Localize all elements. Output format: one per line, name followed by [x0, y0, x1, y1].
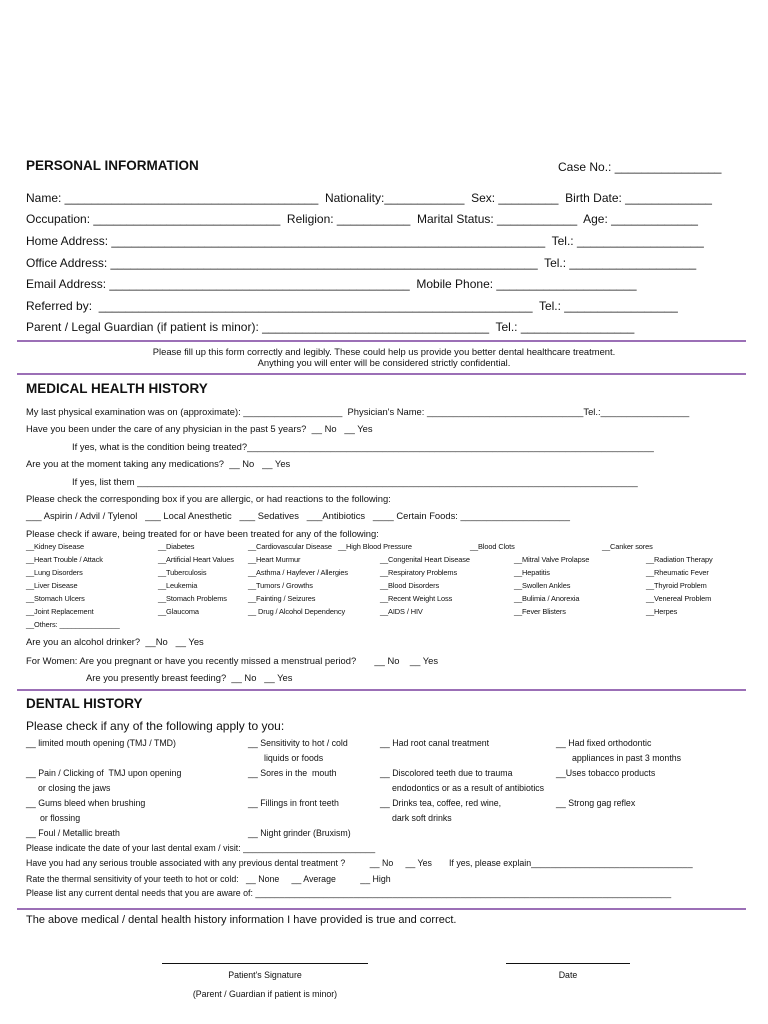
divider [17, 340, 746, 342]
allergy-question: Please check the corresponding box if you are allergic, or had reactions to the following: [26, 493, 391, 504]
dental-item-cont: appliances in past 3 months [572, 753, 682, 763]
referred-row[interactable]: Referred by: _________________________________________________________________ Tel.: _________________ [26, 299, 678, 313]
guardian-row[interactable]: Parent / Legal Guardian (if patient is minor): __________________________________ Tel.: _________________ [26, 320, 635, 334]
care-question[interactable]: Have you been under the care of any physician in the past 5 years? __ No __ Yes [26, 423, 373, 434]
condition-item[interactable]: __Kidney Disease [26, 542, 84, 551]
signature-sub-label: (Parent / Guardian if patient is minor) [192, 989, 338, 999]
condition-item[interactable]: __Blood Clots [470, 542, 515, 551]
home-address-row[interactable]: Home Address: _________________________________________________________________ Tel.: ___________________ [26, 234, 704, 248]
condition-item[interactable]: __Bulimia / Anorexia [514, 594, 580, 603]
dental-item-cont: liquids or foods [264, 753, 324, 763]
condition-item[interactable]: __Glaucoma [158, 607, 199, 616]
condition-item[interactable]: __Thyroid Problem [646, 581, 707, 590]
dental-item[interactable]: __ Pain / Clicking of TMJ upon opening [26, 768, 182, 778]
condition-item[interactable]: __Herpes [646, 607, 678, 616]
dental-item-cont: dark soft drinks [392, 813, 452, 823]
dental-item[interactable]: __ Night grinder (Bruxism) [248, 828, 351, 838]
condition-item[interactable]: __AIDS / HIV [380, 607, 423, 616]
breast-feeding-question[interactable]: Are you presently breast feeding? __ No __ Yes [86, 672, 293, 683]
condition-item[interactable]: __Congenital Heart Disease [380, 555, 470, 564]
date-line[interactable] [506, 963, 630, 964]
condition-item[interactable]: __Canker sores [602, 542, 653, 551]
notice-line-1: Please fill up this form correctly and legibly. These could help us provide you better dental healthcare treatment. [152, 346, 616, 357]
condition-item[interactable]: __ Drug / Alcohol Dependency [248, 607, 346, 616]
condition-item[interactable]: __Diabetes [158, 542, 195, 551]
condition-item[interactable]: __Lung Disorders [26, 568, 83, 577]
condition-item[interactable]: __Mitral Valve Prolapse [514, 555, 590, 564]
dental-needs[interactable]: Please list any current dental needs that you are aware of: _____________________________________________________________________________________ [26, 888, 672, 898]
dental-item[interactable]: __ limited mouth opening (TMJ / TMD) [26, 738, 176, 748]
pregnant-question[interactable]: For Women: Are you pregnant or have you recently missed a menstrual period? __ No __ Yes [26, 655, 439, 666]
condition-others[interactable]: __Others: _______________ [26, 620, 120, 629]
condition-item[interactable]: __Joint Replacement [26, 607, 94, 616]
name-row[interactable]: Name: ______________________________________ Nationality:____________ Sex: _________ Birth Date: _____________ [26, 191, 712, 205]
dental-item[interactable]: __ Strong gag reflex [556, 798, 636, 808]
divider [17, 689, 746, 691]
last-dental-exam[interactable]: Please indicate the date of your last dental exam / visit: ___________________________ [26, 843, 376, 853]
medications-question[interactable]: Are you at the moment taking any medications? __ No __ Yes [26, 458, 291, 469]
condition-item[interactable]: __Asthma / Hayfever / Allergies [248, 568, 349, 577]
notice-line-2: Anything you will enter will be considered strictly confidential. [257, 357, 511, 368]
condition-item[interactable]: __Rheumatic Fever [646, 568, 709, 577]
condition-item[interactable]: __Artificial Heart Values [158, 555, 234, 564]
condition-item[interactable]: __Tumors / Growths [248, 581, 313, 590]
condition-item[interactable]: __Stomach Problems [158, 594, 227, 603]
date-label: Date [558, 970, 578, 980]
alcohol-question[interactable]: Are you an alcohol drinker? __No __ Yes [26, 636, 204, 647]
dental-item[interactable]: __ Had fixed orthodontic [556, 738, 652, 748]
medications-list[interactable]: If yes, list them ________________________________________________________________________________________________ [72, 476, 638, 487]
condition-question[interactable]: If yes, what is the condition being treated?______________________________________________________________________________ [72, 441, 654, 452]
dental-title: DENTAL HISTORY [26, 696, 143, 711]
condition-item[interactable]: __Heart Trouble / Attack [26, 555, 103, 564]
condition-item[interactable]: __Respiratory Problems [380, 568, 458, 577]
allergy-options[interactable]: ___ Aspirin / Advil / Tylenol ___ Local Anesthetic ___ Sedatives ___Antibiotics ____ Certain Foods: _____________________ [26, 510, 570, 521]
case-no-field[interactable]: Case No.: ________________ [558, 160, 722, 174]
dental-item[interactable]: __ Gums bleed when brushing [26, 798, 146, 808]
condition-item[interactable]: __Hepatitis [514, 568, 550, 577]
signature-line[interactable] [162, 963, 368, 964]
condition-item[interactable]: __Liver Disease [26, 581, 78, 590]
condition-item[interactable]: __Venereal Problem [646, 594, 712, 603]
condition-item[interactable]: __Tuberculosis [158, 568, 207, 577]
condition-item[interactable]: __Fever Blisters [514, 607, 566, 616]
condition-item[interactable]: __High Blood Pressure [338, 542, 412, 551]
dental-item[interactable]: __ Sores in the mouth [248, 768, 337, 778]
divider [17, 908, 746, 910]
dental-item[interactable]: __ Foul / Metallic breath [26, 828, 120, 838]
signature-label: Patient's Signature [228, 970, 302, 980]
dental-item[interactable]: __Uses tobacco products [556, 768, 656, 778]
aware-question: Please check if aware, being treated for or have been treated for any of the following: [26, 528, 379, 539]
condition-item[interactable]: __Heart Murmur [248, 555, 301, 564]
occupation-row[interactable]: Occupation: ____________________________ Religion: ___________ Marital Status: ____________ Age: _____________ [26, 212, 698, 226]
dental-trouble-question[interactable]: Have you had any serious trouble associated with any previous dental treatment ? __ No __ Yes If yes, please explain_________________________________ [26, 858, 693, 868]
condition-item[interactable]: __Cardiovascular Disease [248, 542, 332, 551]
dental-item-cont: endodontics or as a result of antibiotics [392, 783, 545, 793]
dental-item[interactable]: __ Had root canal treatment [380, 738, 490, 748]
declaration: The above medical / dental health history information I have provided is true and correct. [26, 914, 457, 926]
dental-item-cont: or flossing [40, 813, 81, 823]
condition-item[interactable]: __Radiation Therapy [646, 555, 713, 564]
medical-title: MEDICAL HEALTH HISTORY [26, 381, 208, 396]
condition-item[interactable]: __Leukemia [158, 581, 198, 590]
personal-title: PERSONAL INFORMATION [26, 158, 199, 173]
email-row[interactable]: Email Address: _____________________________________________ Mobile Phone: _____________________ [26, 277, 637, 291]
divider [17, 373, 746, 375]
condition-item[interactable]: __Swollen Ankles [514, 581, 571, 590]
condition-item[interactable]: __Fainting / Seizures [248, 594, 316, 603]
dental-item[interactable]: __ Drinks tea, coffee, red wine, [380, 798, 502, 808]
condition-item[interactable]: __Stomach Ulcers [26, 594, 85, 603]
thermal-sensitivity[interactable]: Rate the thermal sensitivity of your teeth to hot or cold: __ None __ Average __ High [26, 874, 391, 884]
dental-item[interactable]: __ Sensitivity to hot / cold [248, 738, 348, 748]
condition-item[interactable]: __Recent Weight Loss [380, 594, 453, 603]
dental-item[interactable]: __ Fillings in front teeth [248, 798, 339, 808]
dental-item[interactable]: __ Discolored teeth due to trauma [380, 768, 513, 778]
condition-item[interactable]: __Blood Disorders [380, 581, 440, 590]
last-exam-question[interactable]: My last physical examination was on (approximate): ___________________ Physician's Name: ______________________________Tel.:_________________ [26, 406, 690, 417]
office-address-row[interactable]: Office Address: ________________________________________________________________ Tel.: ___________________ [26, 256, 697, 270]
dental-item-cont: or closing the jaws [38, 783, 111, 793]
dental-intro: Please check if any of the following apply to you: [26, 719, 285, 733]
